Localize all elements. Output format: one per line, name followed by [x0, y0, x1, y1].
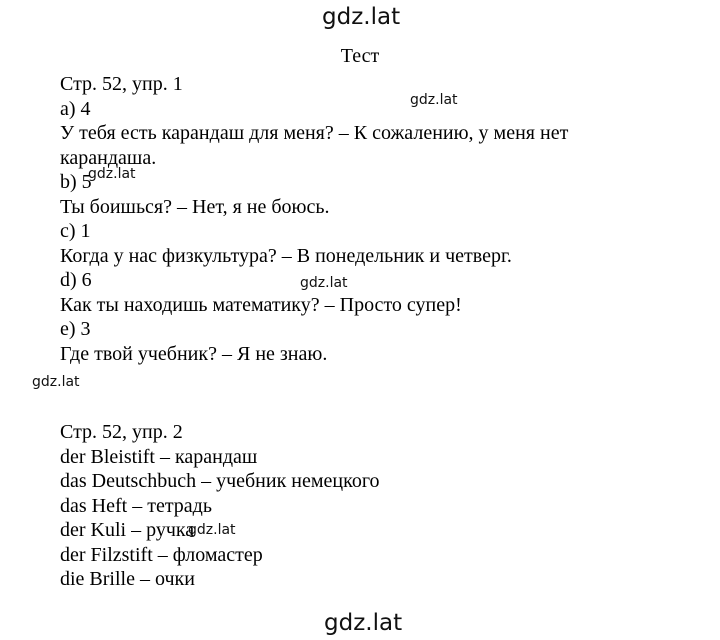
vocab-item: der Kuli – ручка	[60, 519, 195, 541]
answer-text: У тебя есть карандаш для меня? – К сожалению, у меня нет	[60, 122, 569, 144]
answer-text: Ты боишься? – Нет, я не боюсь.	[60, 195, 330, 218]
answer-text: Как ты находишь математику? – Просто супер!	[60, 293, 462, 316]
section-heading: Стр. 52, упр. 2	[60, 421, 183, 443]
vocab-item: das Deutschbuch – учебник немецкого	[60, 470, 380, 492]
section-exercise-1	[60, 72, 568, 366]
vocab-item: der Bleistift – карандаш	[60, 445, 258, 468]
watermark-3: gdz.lat	[300, 275, 348, 291]
answer-letter: c) 1	[60, 220, 91, 242]
watermark-1: gdz.lat	[410, 92, 458, 108]
answer-letter: e) 3	[60, 318, 91, 340]
answer-text: Где твой учебник? – Я не знаю.	[60, 342, 328, 365]
section-exercise-2	[60, 420, 380, 592]
watermark-5: gdz.lat	[188, 522, 236, 538]
vocab-item: der Filzstift – фломастер	[60, 543, 263, 566]
answer-letter: b) 5	[60, 171, 92, 193]
watermark-4: gdz.lat	[32, 374, 80, 390]
answer-letter: d) 6	[60, 269, 92, 291]
page-title: Тест	[340, 45, 380, 67]
watermark-2: gdz.lat	[88, 166, 136, 182]
section-heading: Стр. 52, упр. 1	[60, 73, 183, 95]
watermark-top: gdz.lat	[322, 4, 401, 30]
answer-text: Когда у нас физкультура? – В понедельник и четверг.	[60, 244, 512, 267]
vocab-item: das Heft – тетрадь	[60, 494, 212, 517]
answer-letter: а) 4	[60, 97, 91, 120]
answer-text: карандаша.	[60, 146, 157, 169]
watermark-bottom: gdz.lat	[324, 610, 403, 636]
vocab-item: die Brille – очки	[60, 568, 195, 590]
